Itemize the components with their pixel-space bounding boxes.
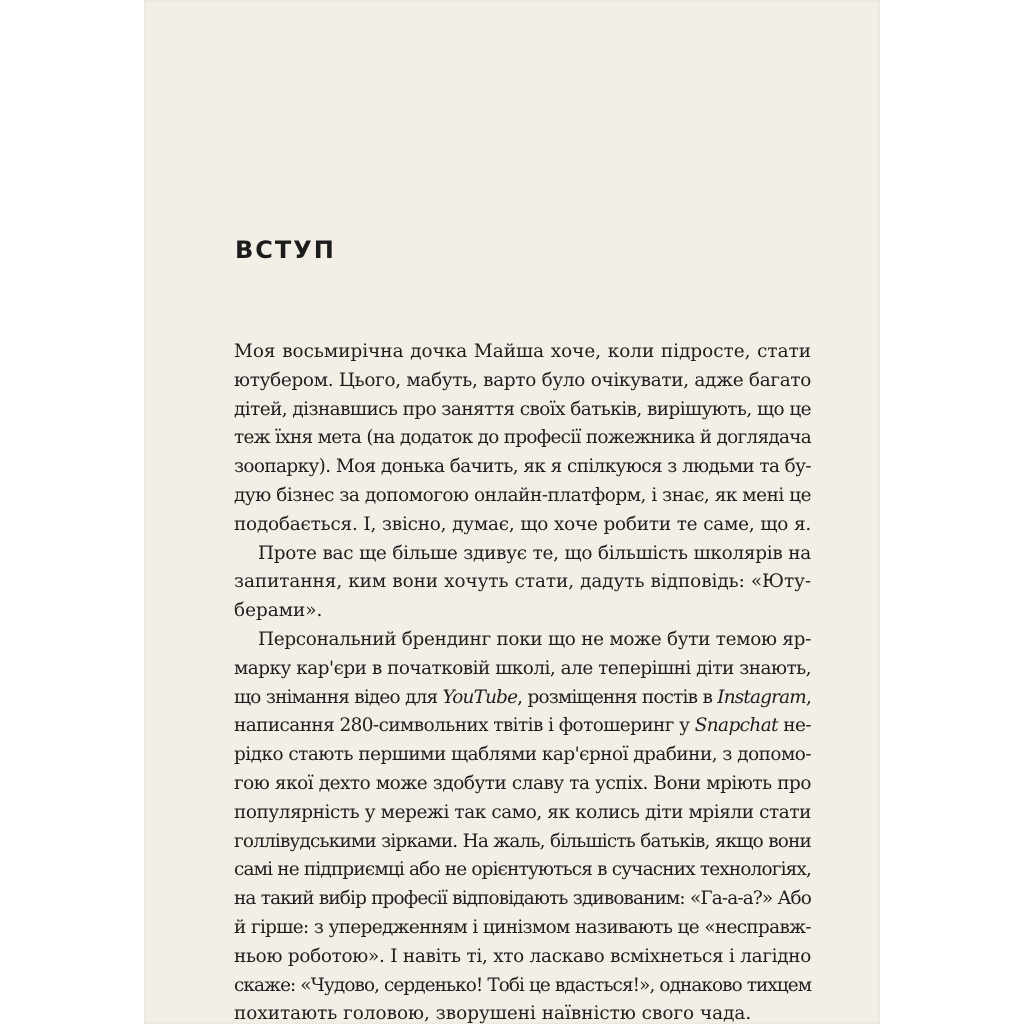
text-line: Проте вас ще більше здивує те, що більшість школярів на bbox=[258, 542, 811, 564]
text-line: теж їхня мета (на додаток до професії пожежника й доглядача bbox=[234, 427, 811, 449]
text-line: голлівудськими зірками. На жаль, більшість батьків, якщо вони bbox=[234, 830, 811, 852]
text-line: скаже: «Чудово, серденько! Тобі це вдасться!», однаково тихцем bbox=[234, 974, 812, 996]
text-segment: що знімання відео для bbox=[234, 686, 443, 708]
text-line: дітей, дізнавшись про заняття своїх батьків, вирішують, що це bbox=[234, 398, 811, 420]
text-line: гою якої дехто може здобути славу та успіх. Вони мріють про bbox=[234, 772, 811, 794]
book-page bbox=[144, 0, 880, 1024]
text-line: запитання, ким вони хочуть стати, дадуть відповідь: «Юту- bbox=[234, 571, 811, 593]
text-line: марку кар'єри в початковій школі, але теперішні діти знають, bbox=[234, 657, 811, 679]
text-line: ютубером. Цього, мабуть, варто було очікувати, адже багато bbox=[234, 369, 811, 391]
text-line: Персональний брендинг поки що не може бути темою яр- bbox=[258, 628, 811, 650]
text-line: зоопарку). Моя донька бачить, як я спілкуюся з людьми та бу- bbox=[234, 456, 811, 478]
text-line: й гірше: з упередженням і цинізмом називають це «несправж- bbox=[234, 916, 811, 938]
text-line: рідко стають першими щаблями кар'єрної драбини, з допомо- bbox=[234, 744, 812, 766]
brand-name-snapchat: Snapchat bbox=[694, 715, 778, 737]
brand-name-youtube: YouTube bbox=[442, 686, 518, 708]
brand-name-instagram: Instagram bbox=[717, 686, 806, 708]
text-line bbox=[234, 684, 811, 713]
text-segment: не- bbox=[777, 715, 811, 737]
chapter-heading: ВСТУП bbox=[235, 236, 336, 264]
text-line: похитають головою, зворушені наївністю свого чада. bbox=[234, 1003, 752, 1025]
text-line: на такий вибір професії відповідають здивованим: «Га-а-а?» Або bbox=[234, 888, 811, 910]
text-line: дую бізнес за допомогою онлайн-платформ, і знає, як мені це bbox=[234, 484, 812, 506]
text-line bbox=[234, 712, 811, 741]
text-line: подобається. І, звісно, думає, що хоче робити те саме, що я. bbox=[234, 513, 811, 535]
text-segment: написання 280-символьних твітів і фотошеринг у bbox=[234, 715, 695, 737]
text-line: популярність у мережі так само, як колись діти мріяли стати bbox=[234, 801, 811, 823]
text-segment: , розміщення постів в bbox=[517, 686, 718, 708]
text-segment: , bbox=[805, 686, 811, 708]
body-text bbox=[234, 338, 811, 1029]
text-line: самі не підприємці або не орієнтуються в сучасних технологіях, bbox=[234, 859, 812, 881]
text-line: Моя восьмирічна дочка Майша хоче, коли підросте, стати bbox=[234, 341, 811, 362]
text-line: берами». bbox=[234, 600, 323, 622]
text-line: ньою роботою». І навіть ті, хто ласкаво всміхнеться і лагідно bbox=[234, 945, 811, 967]
